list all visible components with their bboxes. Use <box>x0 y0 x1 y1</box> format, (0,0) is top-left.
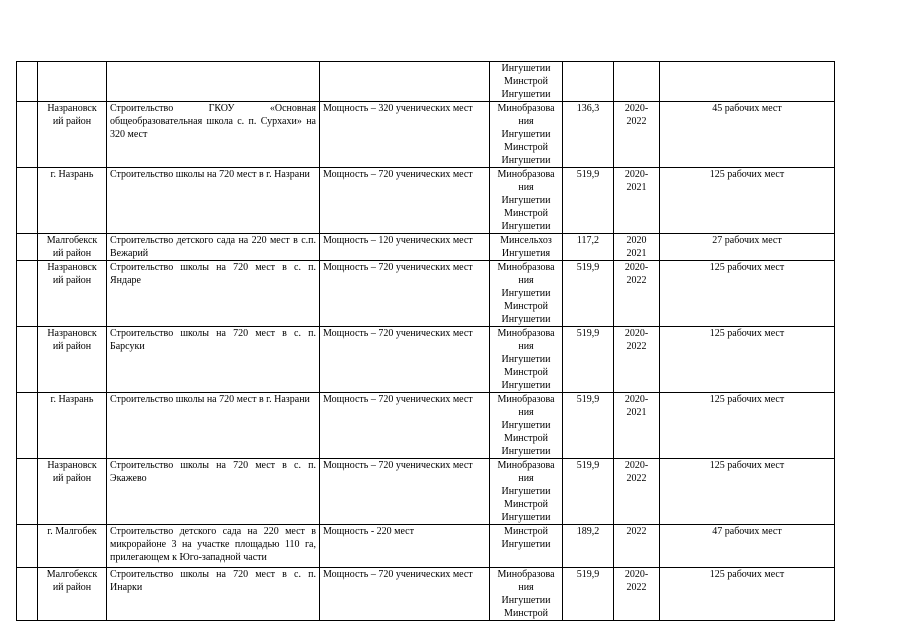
capacity-cell: Мощность – 720 ученических мест <box>320 261 490 327</box>
period-cell: 2020- 2021 <box>614 393 660 459</box>
period-cell: 2022 <box>614 525 660 568</box>
object-cell: Строительство школы на 720 мест в с. п. Барсуки <box>107 327 320 393</box>
row-number-cell <box>17 525 38 568</box>
jobs-cell: 125 рабочих мест <box>660 459 835 525</box>
jobs-cell: 27 рабочих мест <box>660 234 835 261</box>
customer-cell: Минобразова ния Ингушетии Минстрой <box>490 568 563 621</box>
capacity-cell: Мощность - 220 мест <box>320 525 490 568</box>
object-cell: Строительство детского сада на 220 мест в микрорайоне 3 на участке площадью 110 га, прилегающем к Юго-западной части <box>107 525 320 568</box>
row-number-cell <box>17 393 38 459</box>
district-cell <box>38 62 107 102</box>
district-cell: Малгобекск ий район <box>38 568 107 621</box>
period-cell: 2020 2021 <box>614 234 660 261</box>
cost-cell: 519,9 <box>563 327 614 393</box>
capacity-cell: Мощность – 720 ученических мест <box>320 168 490 234</box>
district-cell: Назрановск ий район <box>38 261 107 327</box>
object-cell: Строительство школы на 720 мест в с. п. Инарки <box>107 568 320 621</box>
customer-cell: Минобразова ния Ингушетии Минстрой Ингушетии <box>490 327 563 393</box>
jobs-cell <box>660 62 835 102</box>
period-cell: 2020- 2021 <box>614 168 660 234</box>
row-number-cell <box>17 327 38 393</box>
cost-cell <box>563 62 614 102</box>
cost-cell: 519,9 <box>563 393 614 459</box>
capacity-cell: Мощность – 720 ученических мест <box>320 393 490 459</box>
object-cell: Строительство школы на 720 мест в г. Назрани <box>107 168 320 234</box>
cost-cell: 519,9 <box>563 459 614 525</box>
row-number-cell <box>17 261 38 327</box>
table-row <box>17 234 835 261</box>
table-row <box>17 168 835 234</box>
object-cell: Строительство школы на 720 мест в с. п. Яндаре <box>107 261 320 327</box>
table-row <box>17 327 835 393</box>
table-row <box>17 459 835 525</box>
object-cell: Строительство школы на 720 мест в г. Назрани <box>107 393 320 459</box>
district-cell: г. Малгобек <box>38 525 107 568</box>
table-row <box>17 261 835 327</box>
capacity-cell: Мощность – 720 ученических мест <box>320 568 490 621</box>
jobs-cell: 125 рабочих мест <box>660 393 835 459</box>
period-cell: 2020- 2022 <box>614 568 660 621</box>
jobs-cell: 125 рабочих мест <box>660 568 835 621</box>
cost-cell: 519,9 <box>563 168 614 234</box>
capacity-cell: Мощность – 320 ученических мест <box>320 102 490 168</box>
capacity-cell: Мощность – 720 ученических мест <box>320 459 490 525</box>
district-cell: г. Назрань <box>38 168 107 234</box>
customer-cell: Минобразова ния Ингушетии Минстрой Ингушетии <box>490 261 563 327</box>
jobs-cell: 125 рабочих мест <box>660 168 835 234</box>
customer-cell: Минобразова ния Ингушетии Минстрой Ингушетии <box>490 168 563 234</box>
capacity-cell: Мощность – 720 ученических мест <box>320 327 490 393</box>
table-row <box>17 62 835 102</box>
object-cell: Строительство школы на 720 мест в с. п. Экажево <box>107 459 320 525</box>
cost-cell: 519,9 <box>563 568 614 621</box>
row-number-cell <box>17 234 38 261</box>
district-cell: Назрановск ий район <box>38 327 107 393</box>
object-cell <box>107 62 320 102</box>
period-cell <box>614 62 660 102</box>
district-cell: г. Назрань <box>38 393 107 459</box>
row-number-cell <box>17 62 38 102</box>
customer-cell: Минобразова ния Ингушетии Минстрой Ингушетии <box>490 393 563 459</box>
customer-cell: Минобразова ния Ингушетии Минстрой Ингушетии <box>490 102 563 168</box>
period-cell: 2020- 2022 <box>614 102 660 168</box>
period-cell: 2020- 2022 <box>614 327 660 393</box>
capacity-cell <box>320 62 490 102</box>
table-row <box>17 525 835 568</box>
row-number-cell <box>17 102 38 168</box>
table-row <box>17 102 835 168</box>
cost-cell: 189,2 <box>563 525 614 568</box>
row-number-cell <box>17 168 38 234</box>
cost-cell: 519,9 <box>563 261 614 327</box>
customer-cell: Минобразова ния Ингушетии Минстрой Ингушетии <box>490 459 563 525</box>
object-cell: Строительство детского сада на 220 мест в с.п. Вежарий <box>107 234 320 261</box>
district-cell: Назрановск ий район <box>38 459 107 525</box>
customer-cell: Минстрой Ингушетии <box>490 525 563 568</box>
customer-cell: Минсельхоз Ингушетия <box>490 234 563 261</box>
table-row <box>17 568 835 621</box>
jobs-cell: 125 рабочих мест <box>660 261 835 327</box>
district-cell: Назрановск ий район <box>38 102 107 168</box>
capacity-cell: Мощность – 120 ученических мест <box>320 234 490 261</box>
projects-table <box>16 61 835 621</box>
cost-cell: 136,3 <box>563 102 614 168</box>
jobs-cell: 125 рабочих мест <box>660 327 835 393</box>
jobs-cell: 45 рабочих мест <box>660 102 835 168</box>
row-number-cell <box>17 568 38 621</box>
period-cell: 2020- 2022 <box>614 261 660 327</box>
customer-cell: Ингушетии Минстрой Ингушетии <box>490 62 563 102</box>
row-number-cell <box>17 459 38 525</box>
period-cell: 2020- 2022 <box>614 459 660 525</box>
object-cell: Строительство ГКОУ «Основная общеобразовательная школа с. п. Сурхахи» на 320 мест <box>107 102 320 168</box>
table-row <box>17 393 835 459</box>
district-cell: Малгобекск ий район <box>38 234 107 261</box>
cost-cell: 117,2 <box>563 234 614 261</box>
jobs-cell: 47 рабочих мест <box>660 525 835 568</box>
